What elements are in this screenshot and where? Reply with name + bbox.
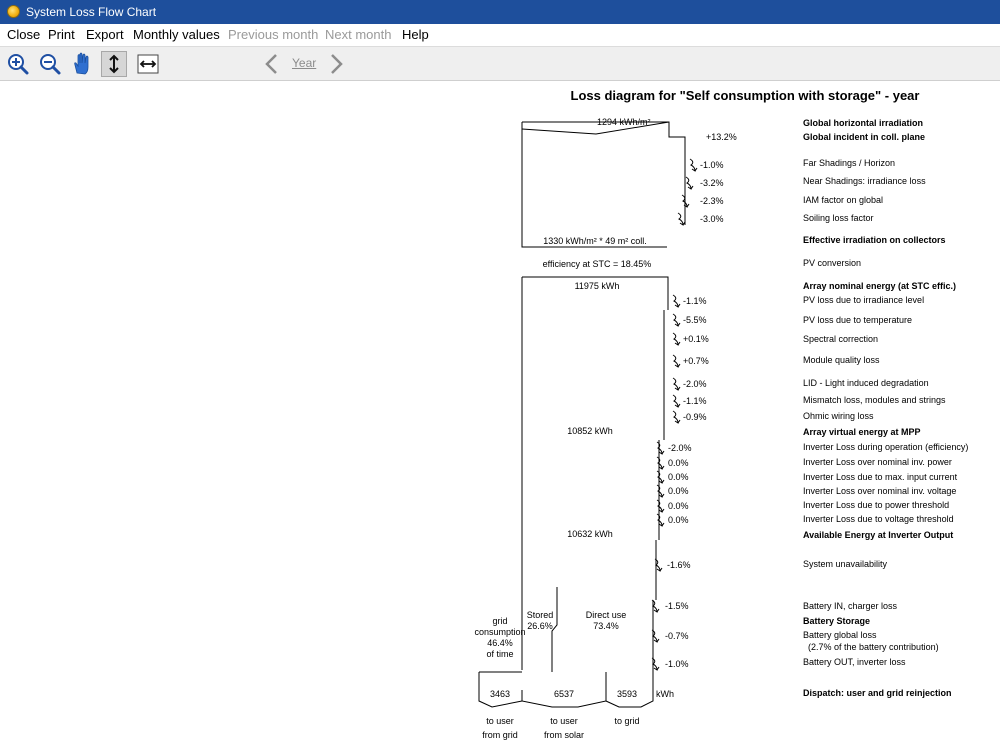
array-loss-arrow — [673, 411, 680, 423]
dispatch-destination-label: to user — [486, 716, 514, 726]
app-sun-icon — [7, 5, 20, 18]
battery-out-value: -1.0% — [665, 659, 689, 669]
inverter-loss-value: -2.0% — [668, 443, 692, 453]
array-loss-value: -0.9% — [683, 412, 707, 422]
legend-item: Far Shadings / Horizon — [803, 158, 896, 168]
inverter-loss-value: 0.0% — [668, 472, 689, 482]
array-loss-value: -1.1% — [683, 396, 707, 406]
irradiance-loss-value: -3.0% — [700, 214, 724, 224]
legend-item: System unavailability — [803, 559, 888, 569]
hand-pan-icon[interactable] — [69, 51, 95, 77]
inverter-loss-arrow — [657, 457, 664, 469]
inverter-loss-value: 0.0% — [668, 501, 689, 511]
array-loss-arrow — [673, 355, 680, 367]
legend-item: Array virtual energy at MPP — [803, 427, 921, 437]
irradiance-loss-value: -1.0% — [700, 160, 724, 170]
legend-item: IAM factor on global — [803, 195, 884, 205]
irradiance-loss-value: -3.2% — [700, 178, 724, 188]
chevron-left-icon[interactable] — [262, 53, 282, 75]
legend-item: Spectral correction — [803, 334, 879, 344]
legend-item: LID - Light induced degradation — [803, 378, 929, 388]
zoom-out-icon[interactable] — [37, 51, 63, 77]
inverter-loss-value: 0.0% — [668, 458, 689, 468]
inverter-loss-arrow — [657, 500, 664, 512]
dispatch-destination-label: from grid — [482, 730, 518, 740]
unavailability-value: -1.6% — [667, 560, 691, 570]
legend-item: Battery IN, charger loss — [803, 601, 898, 611]
period-label: Year — [292, 56, 317, 70]
legend-item: Inverter Loss due to voltage threshold — [803, 514, 954, 524]
legend-item: Battery global loss — [803, 630, 877, 640]
legend-item: PV loss due to irradiance level — [803, 295, 925, 305]
legend-item: Soiling loss factor — [803, 213, 874, 223]
inverter-loss-value: 0.0% — [668, 515, 689, 525]
toolbar — [0, 46, 1000, 81]
legend-item: Battery Storage — [803, 616, 871, 626]
battery-global-value: -0.7% — [665, 631, 689, 641]
array-loss-value: -2.0% — [683, 379, 707, 389]
loss-diagram — [0, 82, 1000, 752]
dispatch-destination-label: from solar — [543, 730, 585, 740]
menu-previous-month: Previous month — [228, 27, 319, 42]
array-loss-value: +0.7% — [683, 356, 709, 366]
grid-consumption-label: of time — [486, 649, 514, 659]
period-navigator — [262, 47, 352, 80]
direct-use-label: Direct use — [585, 610, 627, 620]
legend-item: Inverter Loss due to max. input current — [803, 472, 958, 482]
dispatch-unit: kWh — [656, 689, 674, 699]
stored-label: 26.6% — [527, 621, 553, 631]
dispatch-destination-label: to grid — [614, 716, 640, 726]
incident-gain-value: +13.2% — [706, 132, 737, 142]
direct-use-label: 73.4% — [593, 621, 619, 631]
loss-diagram-canvas — [0, 82, 1000, 752]
legend-item: PV conversion — [803, 258, 862, 268]
legend-item: (2.7% of the battery contribution) — [808, 642, 939, 652]
array-loss-arrow — [673, 395, 680, 407]
inverter-loss-value: 0.0% — [668, 486, 689, 496]
legend-item: Inverter Loss over nominal inv. power — [803, 457, 952, 467]
dispatch-value: 3593 — [616, 689, 638, 699]
battery-in-value: -1.5% — [665, 601, 689, 611]
grid-consumption-label: grid — [492, 616, 508, 626]
array-nominal-value: 11975 kWh — [574, 281, 620, 291]
legend-item: Inverter Loss due to power threshold — [803, 500, 950, 510]
inverter-loss-arrow — [657, 442, 664, 454]
legend-item: Mismatch loss, modules and strings — [803, 395, 946, 405]
menu-monthly-values[interactable]: Monthly values — [133, 27, 220, 42]
legend-item: Global horizontal irradiation — [803, 118, 924, 128]
legend-item: Global incident in coll. plane — [803, 132, 926, 142]
array-loss-value: -1.1% — [683, 296, 707, 306]
legend-item: Battery OUT, inverter loss — [803, 657, 906, 667]
legend-item: Available Energy at Inverter Output — [803, 530, 954, 540]
menu-next-month: Next month — [325, 27, 392, 42]
dispatch-value: 3463 — [489, 689, 511, 699]
inverter-loss-arrow — [657, 471, 664, 483]
array-loss-arrow — [673, 378, 680, 390]
legend-item: Inverter Loss over nominal inv. voltage — [803, 486, 957, 496]
legend-item: Inverter Loss during operation (efficiency) — [803, 442, 969, 452]
legend-item: Ohmic wiring loss — [803, 411, 874, 421]
array-loss-value: -5.5% — [683, 315, 707, 325]
window-title: System Loss Flow Chart — [26, 5, 157, 19]
array-virtual-value: 10852 kWh — [567, 426, 613, 436]
irradiance-loss-arrow — [690, 159, 697, 171]
array-loss-arrow — [673, 333, 680, 345]
fit-height-icon[interactable] — [101, 51, 127, 77]
legend-item: Effective irradiation on collectors — [803, 235, 946, 245]
stored-label: Stored — [526, 610, 554, 620]
legend-item: Dispatch: user and grid reinjection — [803, 688, 952, 698]
inverter-loss-arrow — [657, 514, 664, 526]
irradiance-loss-arrow — [686, 177, 693, 189]
legend-item: Near Shadings: irradiance loss — [803, 176, 926, 186]
irradiation-block-left — [522, 122, 667, 247]
inverter-output-value: 10632 kWh — [567, 529, 613, 539]
irradiance-loss-value: -2.3% — [700, 196, 724, 206]
dispatch-destination-label: to user — [550, 716, 578, 726]
array-loss-arrow — [673, 314, 680, 326]
fit-width-icon[interactable] — [135, 51, 161, 77]
diagram-title: Loss diagram for "Self consumption with storage" - year — [570, 88, 920, 103]
inverter-loss-arrow — [657, 485, 664, 497]
legend-item: PV loss due to temperature — [803, 315, 913, 325]
zoom-in-icon[interactable] — [5, 51, 31, 77]
title-bar — [0, 0, 1000, 24]
stc-efficiency-value: efficiency at STC = 18.45% — [542, 259, 652, 269]
array-loss-arrow — [673, 295, 680, 307]
dispatch-value: 6537 — [553, 689, 575, 699]
effective-irradiation-value: 1330 kWh/m² * 49 m² coll. — [543, 236, 647, 246]
legend-item: Module quality loss — [803, 355, 880, 365]
menu-bar — [0, 24, 1000, 46]
chevron-right-icon[interactable] — [326, 53, 346, 75]
irradiance-loss-arrow — [678, 213, 685, 225]
menu-help[interactable]: Help — [402, 27, 429, 42]
menu-print[interactable]: Print — [48, 27, 75, 42]
grid-consumption-label: consumption — [474, 627, 526, 637]
array-loss-value: +0.1% — [683, 334, 709, 344]
menu-close[interactable]: Close — [7, 27, 41, 42]
legend-item: Array nominal energy (at STC effic.) — [803, 281, 957, 291]
menu-export[interactable]: Export — [86, 27, 124, 42]
top-irradiation-value: 1294 kWh/m² — [597, 117, 651, 127]
grid-consumption-label: 46.4% — [487, 638, 513, 648]
